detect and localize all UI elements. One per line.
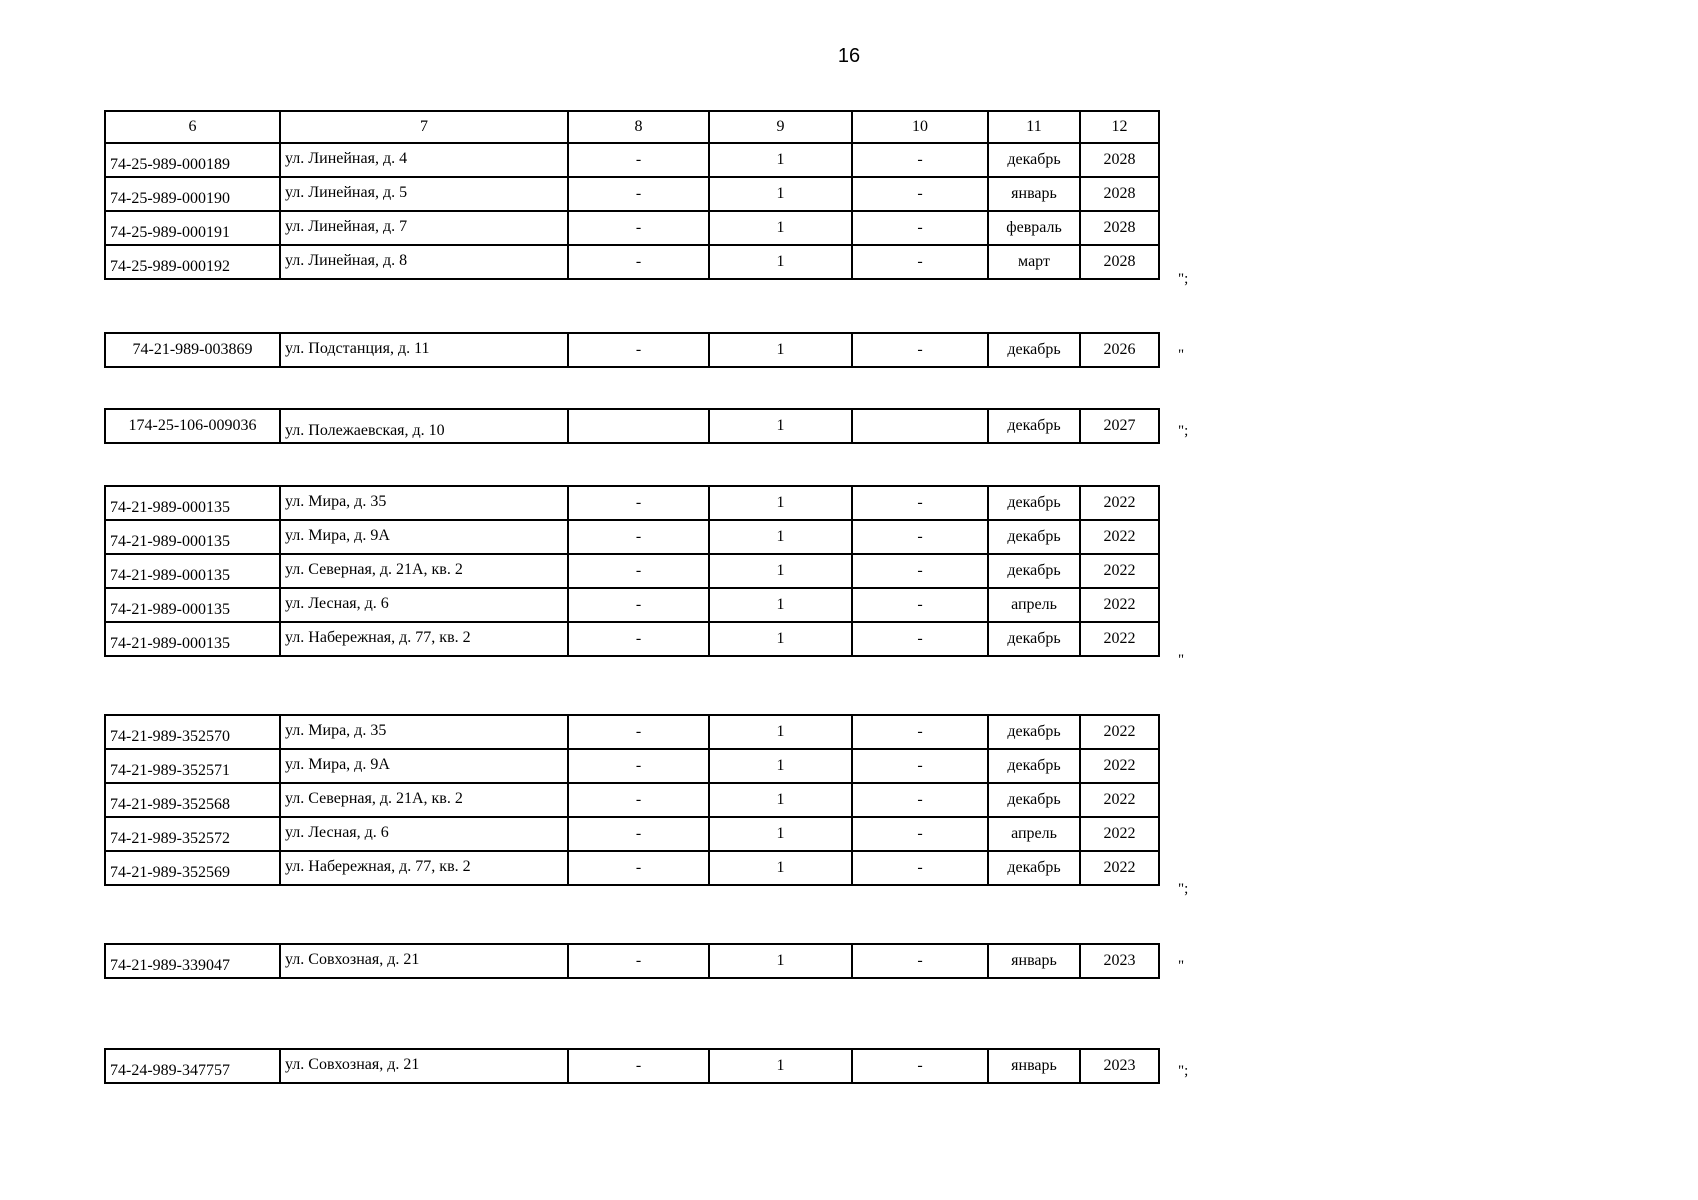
address: ул. Полежаевская, д. 10 [280, 409, 568, 443]
record-table [104, 1048, 1160, 1084]
column-header: 6 [105, 111, 280, 143]
record-table [104, 110, 1160, 280]
column-10-value: - [852, 245, 988, 279]
address: ул. Линейная, д. 4 [280, 143, 568, 177]
column-9-value: 1 [709, 333, 852, 367]
column-10-value: - [852, 333, 988, 367]
column-header: 7 [280, 111, 568, 143]
column-9-value: 1 [709, 944, 852, 978]
year: 2022 [1080, 588, 1159, 622]
page-number: 16 [837, 45, 861, 67]
column-10-value: - [852, 817, 988, 851]
record-table [104, 943, 1160, 979]
object-code: 74-21-989-352568 [105, 783, 280, 817]
column-10-value: - [852, 851, 988, 885]
month: март [988, 245, 1080, 279]
month: декабрь [988, 783, 1080, 817]
table-row [105, 817, 1159, 851]
column-10-value: - [852, 944, 988, 978]
year: 2028 [1080, 211, 1159, 245]
object-code: 74-21-989-000135 [105, 588, 280, 622]
month: декабрь [988, 143, 1080, 177]
column-9-value: 1 [709, 409, 852, 443]
column-9-value: 1 [709, 851, 852, 885]
address: ул. Совхозная, д. 21 [280, 1049, 568, 1083]
column-8-value: - [568, 554, 709, 588]
table-row [105, 851, 1159, 885]
object-code: 74-21-989-339047 [105, 944, 280, 978]
column-9-value: 1 [709, 749, 852, 783]
column-8-value: - [568, 715, 709, 749]
address: ул. Набережная, д. 77, кв. 2 [280, 622, 568, 656]
column-9-value: 1 [709, 783, 852, 817]
column-10-value: - [852, 520, 988, 554]
column-8-value: - [568, 333, 709, 367]
object-code: 74-21-989-352571 [105, 749, 280, 783]
table-row [105, 520, 1159, 554]
column-9-value: 1 [709, 554, 852, 588]
address: ул. Мира, д. 9А [280, 520, 568, 554]
column-8-value [568, 409, 709, 443]
column-8-value: - [568, 245, 709, 279]
column-9-value: 1 [709, 520, 852, 554]
year: 2023 [1080, 944, 1159, 978]
column-header: 12 [1080, 111, 1159, 143]
record-table [104, 714, 1160, 886]
year: 2027 [1080, 409, 1159, 443]
month: апрель [988, 588, 1080, 622]
column-10-value: - [852, 622, 988, 656]
object-code: 74-21-989-352569 [105, 851, 280, 885]
column-10-value: - [852, 1049, 988, 1083]
column-8-value: - [568, 817, 709, 851]
year: 2028 [1080, 177, 1159, 211]
year: 2022 [1080, 554, 1159, 588]
table-row [105, 554, 1159, 588]
month: декабрь [988, 715, 1080, 749]
closing-quote-mark: " [1178, 347, 1185, 363]
year: 2022 [1080, 749, 1159, 783]
column-8-value: - [568, 143, 709, 177]
month: декабрь [988, 486, 1080, 520]
column-8-value: - [568, 622, 709, 656]
year: 2026 [1080, 333, 1159, 367]
object-code: 74-21-989-000135 [105, 622, 280, 656]
address: ул. Лесная, д. 6 [280, 588, 568, 622]
object-code: 74-21-989-000135 [105, 486, 280, 520]
year: 2022 [1080, 486, 1159, 520]
address: ул. Мира, д. 35 [280, 486, 568, 520]
table-row [105, 622, 1159, 656]
object-code: 74-21-989-003869 [105, 333, 280, 367]
column-10-value: - [852, 143, 988, 177]
column-10-value: - [852, 554, 988, 588]
column-header: 11 [988, 111, 1080, 143]
object-code: 74-21-989-352572 [105, 817, 280, 851]
address: ул. Совхозная, д. 21 [280, 944, 568, 978]
table-row [105, 177, 1159, 211]
month: декабрь [988, 333, 1080, 367]
address: ул. Набережная, д. 77, кв. 2 [280, 851, 568, 885]
object-code: 74-25-989-000189 [105, 143, 280, 177]
column-9-value: 1 [709, 588, 852, 622]
column-9-value: 1 [709, 817, 852, 851]
year: 2022 [1080, 851, 1159, 885]
table-row [105, 333, 1159, 367]
closing-quote-mark: "; [1178, 271, 1189, 287]
column-10-value [852, 409, 988, 443]
table-row [105, 1049, 1159, 1083]
year: 2022 [1080, 715, 1159, 749]
year: 2023 [1080, 1049, 1159, 1083]
month: январь [988, 1049, 1080, 1083]
closing-quote-mark: " [1178, 958, 1185, 974]
column-9-value: 1 [709, 622, 852, 656]
closing-quote-mark: "; [1178, 1063, 1189, 1079]
address: ул. Северная, д. 21А, кв. 2 [280, 554, 568, 588]
column-8-value: - [568, 749, 709, 783]
table-row [105, 944, 1159, 978]
column-10-value: - [852, 211, 988, 245]
month: декабрь [988, 520, 1080, 554]
header-row [105, 111, 1159, 143]
closing-quote-mark: " [1178, 652, 1185, 668]
column-8-value: - [568, 851, 709, 885]
object-code: 74-25-989-000191 [105, 211, 280, 245]
month: декабрь [988, 851, 1080, 885]
table-row [105, 715, 1159, 749]
object-code: 74-21-989-352570 [105, 715, 280, 749]
year: 2022 [1080, 783, 1159, 817]
column-8-value: - [568, 211, 709, 245]
object-code: 74-25-989-000190 [105, 177, 280, 211]
address: ул. Линейная, д. 8 [280, 245, 568, 279]
column-10-value: - [852, 588, 988, 622]
closing-quote-mark: "; [1178, 423, 1189, 439]
object-code: 74-21-989-000135 [105, 554, 280, 588]
address: ул. Подстанция, д. 11 [280, 333, 568, 367]
object-code: 74-24-989-347757 [105, 1049, 280, 1083]
month: декабрь [988, 554, 1080, 588]
column-header: 10 [852, 111, 988, 143]
column-10-value: - [852, 715, 988, 749]
closing-quote-mark: "; [1178, 881, 1189, 897]
address: ул. Линейная, д. 7 [280, 211, 568, 245]
address: ул. Мира, д. 9А [280, 749, 568, 783]
column-10-value: - [852, 486, 988, 520]
month: апрель [988, 817, 1080, 851]
column-9-value: 1 [709, 1049, 852, 1083]
column-8-value: - [568, 944, 709, 978]
month: январь [988, 944, 1080, 978]
table-row [105, 409, 1159, 443]
column-header: 9 [709, 111, 852, 143]
record-table [104, 332, 1160, 368]
column-10-value: - [852, 783, 988, 817]
month: февраль [988, 211, 1080, 245]
object-code: 74-21-989-000135 [105, 520, 280, 554]
column-header: 8 [568, 111, 709, 143]
column-8-value: - [568, 486, 709, 520]
address: ул. Линейная, д. 5 [280, 177, 568, 211]
column-10-value: - [852, 749, 988, 783]
record-table [104, 485, 1160, 657]
month: декабрь [988, 409, 1080, 443]
column-8-value: - [568, 177, 709, 211]
column-8-value: - [568, 1049, 709, 1083]
table-row [105, 749, 1159, 783]
record-table [104, 408, 1160, 444]
column-8-value: - [568, 520, 709, 554]
table-row [105, 783, 1159, 817]
month: декабрь [988, 622, 1080, 656]
column-10-value: - [852, 177, 988, 211]
table-row [105, 588, 1159, 622]
table-row [105, 143, 1159, 177]
column-8-value: - [568, 588, 709, 622]
column-9-value: 1 [709, 177, 852, 211]
object-code: 74-25-989-000192 [105, 245, 280, 279]
table-row [105, 245, 1159, 279]
year: 2022 [1080, 622, 1159, 656]
column-8-value: - [568, 783, 709, 817]
column-9-value: 1 [709, 143, 852, 177]
column-9-value: 1 [709, 211, 852, 245]
table-row [105, 211, 1159, 245]
object-code: 174-25-106-009036 [105, 409, 280, 443]
column-9-value: 1 [709, 715, 852, 749]
month: январь [988, 177, 1080, 211]
year: 2022 [1080, 817, 1159, 851]
column-9-value: 1 [709, 245, 852, 279]
address: ул. Северная, д. 21А, кв. 2 [280, 783, 568, 817]
address: ул. Лесная, д. 6 [280, 817, 568, 851]
year: 2028 [1080, 245, 1159, 279]
column-9-value: 1 [709, 486, 852, 520]
address: ул. Мира, д. 35 [280, 715, 568, 749]
year: 2028 [1080, 143, 1159, 177]
table-row [105, 486, 1159, 520]
month: декабрь [988, 749, 1080, 783]
year: 2022 [1080, 520, 1159, 554]
